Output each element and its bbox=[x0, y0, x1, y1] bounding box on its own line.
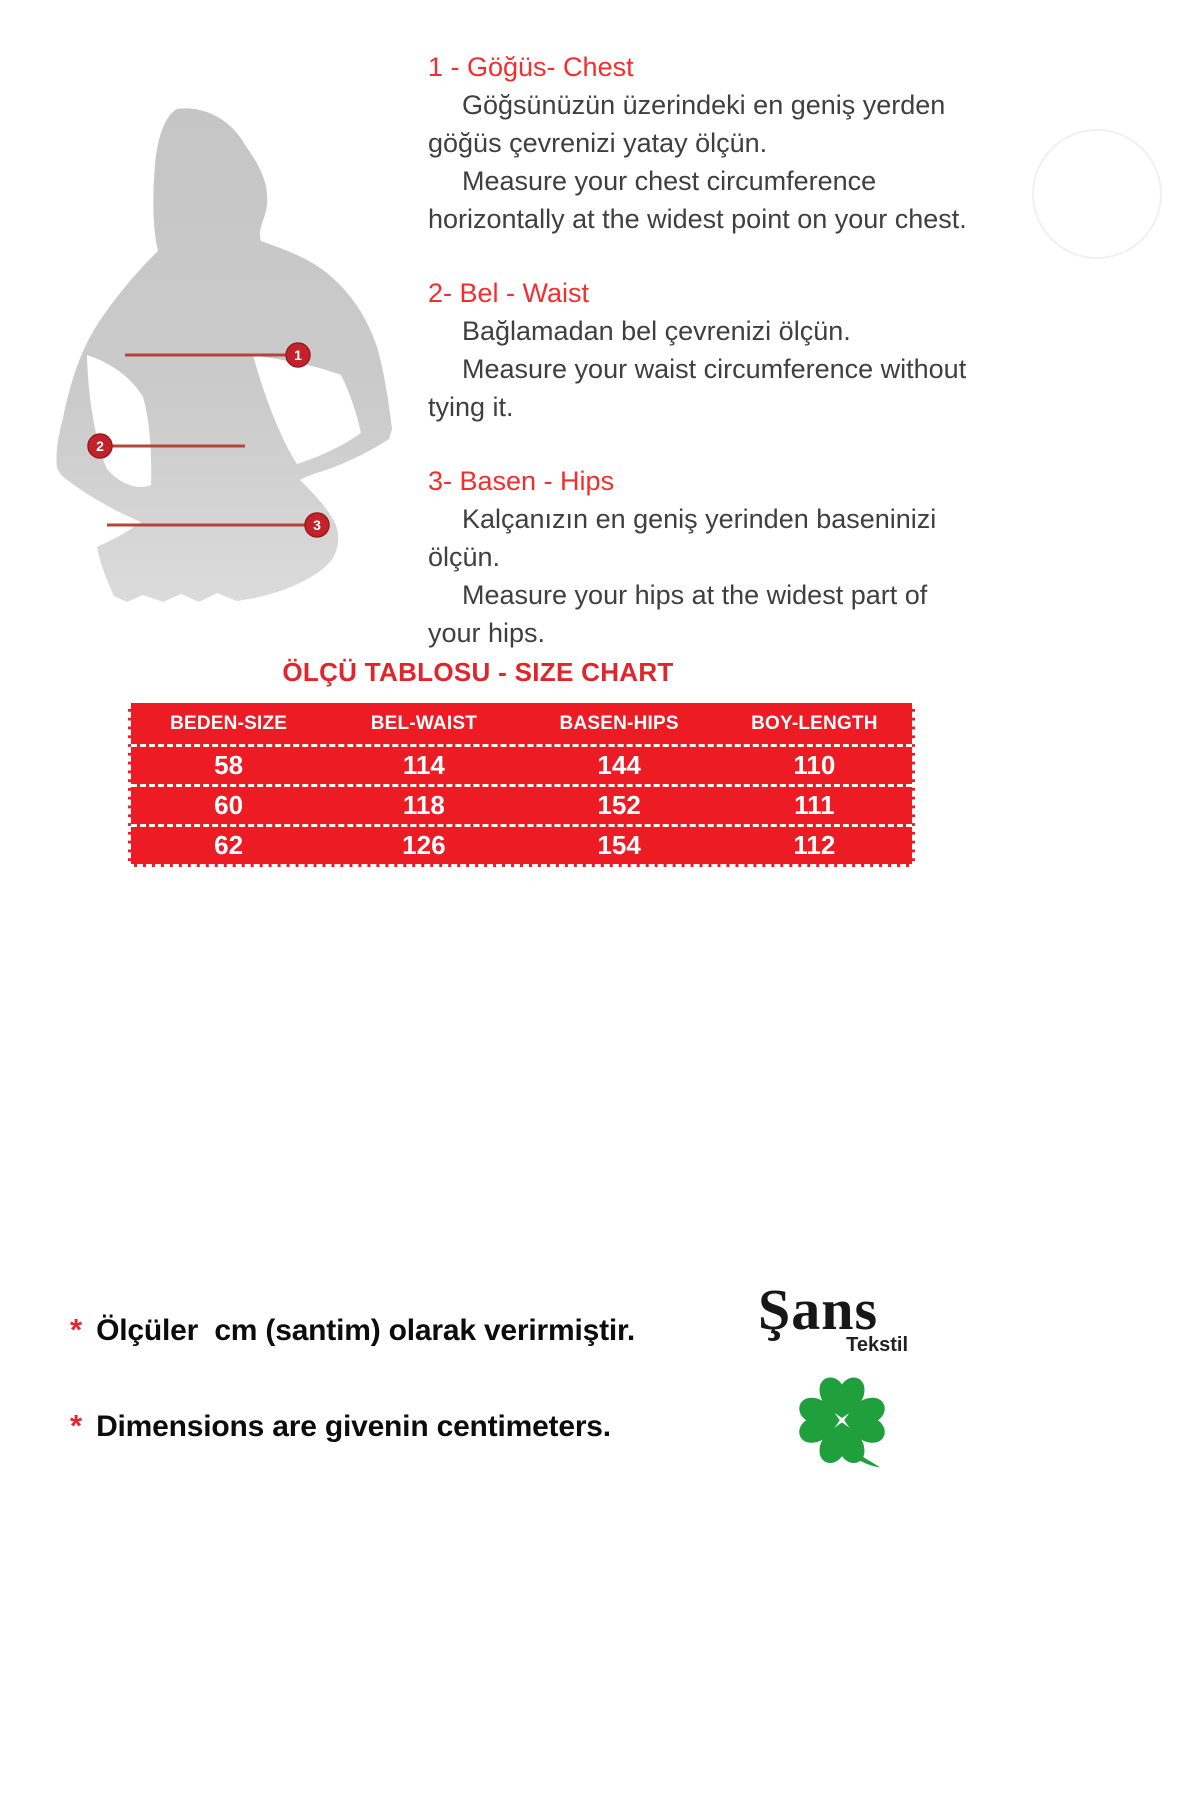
chest-tr-line: göğüs çevrenizi yatay ölçün. bbox=[428, 128, 768, 158]
body-silhouette-icon bbox=[55, 103, 395, 615]
hips-value: 154 bbox=[597, 830, 641, 860]
chest-en-line: Measure your chest circumference bbox=[462, 166, 877, 196]
brand-subtitle: Tekstil bbox=[846, 1334, 908, 1356]
size-chart-table bbox=[128, 703, 915, 867]
size-value: 58 bbox=[214, 750, 244, 780]
asterisk-icon: * bbox=[70, 1408, 83, 1443]
hips-value: 152 bbox=[597, 790, 641, 820]
size-value: 62 bbox=[214, 830, 244, 860]
note-text: Ölçüler cm (santim) olarak verirmiştir. bbox=[96, 1314, 635, 1347]
waist-en-line: Measure your waist circumference without bbox=[462, 354, 967, 384]
hips-tr-line: ölçün. bbox=[428, 542, 501, 572]
column-header-size: BEDEN-SIZE bbox=[170, 712, 288, 734]
brand-logo bbox=[752, 1277, 932, 1488]
hips-en-line: your hips. bbox=[428, 618, 546, 648]
chest-section bbox=[428, 48, 1028, 238]
waist-heading: 2- Bel - Waist bbox=[428, 278, 590, 308]
chest-en-line: horizontally at the widest point on your chest. bbox=[428, 204, 967, 234]
brand-name: Şans bbox=[758, 1277, 879, 1342]
hips-heading: 3- Basen - Hips bbox=[428, 466, 615, 496]
waist-value: 118 bbox=[402, 790, 445, 820]
note-units-en bbox=[70, 1408, 611, 1444]
length-value: 110 bbox=[793, 750, 836, 780]
waist-value: 126 bbox=[402, 830, 446, 860]
hips-section bbox=[428, 462, 1028, 652]
waist-en-line: tying it. bbox=[428, 392, 514, 422]
table-row bbox=[131, 744, 912, 784]
length-value: 112 bbox=[793, 830, 836, 860]
table-header-row bbox=[131, 703, 912, 744]
table-row bbox=[131, 784, 912, 824]
waist-value: 114 bbox=[402, 750, 445, 780]
four-leaf-clover-icon bbox=[786, 1371, 898, 1483]
chest-marker-label: 1 bbox=[294, 347, 302, 363]
body-silhouette-figure bbox=[55, 103, 395, 615]
table-row bbox=[131, 824, 912, 864]
size-chart-title: ÖLÇÜ TABLOSU - SIZE CHART bbox=[282, 657, 674, 687]
note-text: Dimensions are givenin centimeters. bbox=[96, 1410, 611, 1443]
length-value: 111 bbox=[794, 790, 835, 820]
hips-value: 144 bbox=[597, 750, 641, 780]
hips-en-line: Measure your hips at the widest part of bbox=[462, 580, 928, 610]
measurement-instructions bbox=[428, 48, 1028, 652]
waist-marker-label: 2 bbox=[96, 438, 104, 454]
column-header-waist: BEL-WAIST bbox=[370, 712, 478, 734]
waist-tr-line: Bağlamadan bel çevrenizi ölçün. bbox=[462, 316, 851, 346]
hips-marker-label: 3 bbox=[313, 517, 321, 533]
hips-tr-line: Kalçanızın en geniş yerinden baseninizi bbox=[462, 504, 937, 534]
decorative-circle bbox=[1032, 129, 1162, 259]
note-units-tr bbox=[70, 1312, 635, 1348]
size-value: 60 bbox=[214, 790, 244, 820]
column-header-hips: BASEN-HIPS bbox=[559, 712, 679, 734]
chest-heading: 1 - Göğüs- Chest bbox=[428, 52, 634, 82]
asterisk-icon: * bbox=[70, 1312, 83, 1347]
column-header-length: BOY-LENGTH bbox=[751, 712, 878, 734]
chest-tr-line: Göğsünüzün üzerindeki en geniş yerden bbox=[462, 90, 946, 120]
waist-section bbox=[428, 274, 1028, 426]
